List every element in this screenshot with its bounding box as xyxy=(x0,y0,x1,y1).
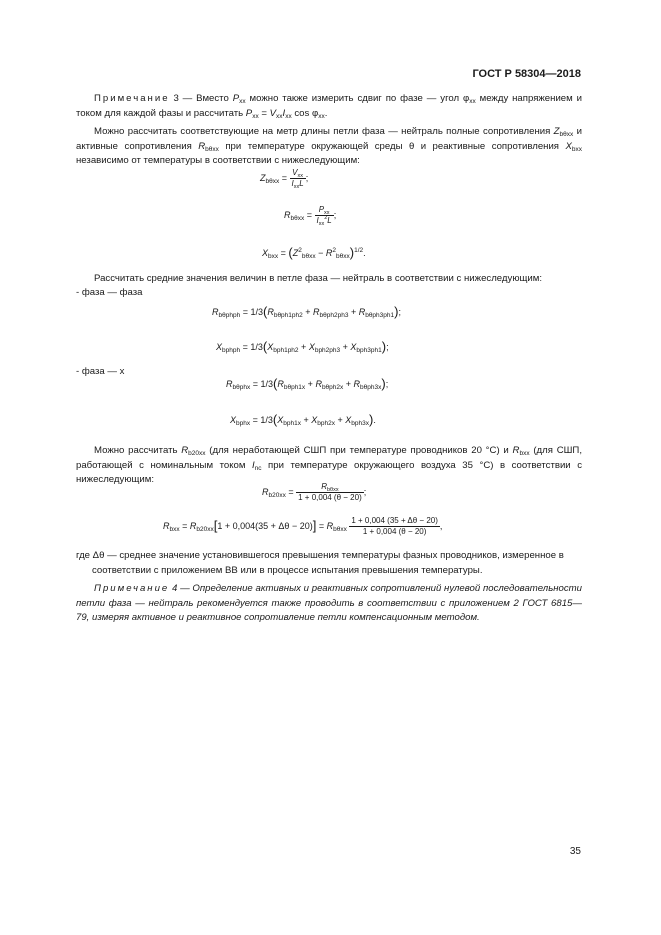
paragraph-r20: Можно рассчитать $R_{b20xx}$ (для неработающей СШП при температуре проводников 20 °С) и $R_{bxx}$ (для СШП, работающей с номинальным током $I_{nc}$ при температуре окружающего воздуха 35 °С) в соответствии с нижеследующим: xyxy=(76,445,582,486)
formula-x-phph: $X_{bphph} = 1/3(X_{bph1ph2} + X_{bph2ph3} + X_{bph3ph1})$; xyxy=(216,339,389,354)
formula-z: $Z_{b\theta xx}$ = $\frac{V_{xx}}{I_{xx}L}$ ; xyxy=(260,168,309,190)
definition-text: где Δθ — среднее значение установившегося превышения температуры фазных проводников, измеренное в соответствии с приложением ВВ или в процессе испытания превышения температуры. xyxy=(76,550,564,576)
note-3-text: можно также измерить сдвиг по фазе — угол φ xyxy=(245,93,470,104)
paragraph-text: и активные сопротивления xyxy=(76,126,583,152)
paragraph-text: независимо от температуры в соответствии с нижеследующим: xyxy=(76,155,360,167)
paragraph-text: Можно рассчитать соответствующие на метр длины петли фаза — нейтраль полные сопротивления xyxy=(94,126,554,137)
definition-delta-theta xyxy=(76,549,582,578)
note-4-label: Примечание xyxy=(94,583,170,594)
formula-x: $X_{bxx} = (Z^2_{b\theta xx} - R^2_{b\theta xx})^{1/2}$. xyxy=(262,245,366,260)
paragraph-average: Рассчитать средние значения величин в петле фаза — нейтраль в соответствии с нижеследующим: xyxy=(94,273,543,284)
case-phase-phase: - фаза — фаза xyxy=(76,287,143,298)
formula-r-phx: $R_{b\theta phx} = 1/3(R_{b\theta ph1x} + R_{b\theta ph2x} + R_{b\theta ph3x})$; xyxy=(226,376,389,391)
formula-r-phph: $R_{b\theta phph} = 1/3(R_{b\theta ph1ph2} + R_{b\theta ph2ph3} + R_{b\theta ph3ph1})$; xyxy=(212,304,401,319)
note-4 xyxy=(76,582,582,626)
page-number: 35 xyxy=(569,846,581,857)
formula-x-phx: $X_{bphx} = 1/3(X_{bph1x} + X_{bph2x} + X_{bph3x})$. xyxy=(230,412,376,427)
document-header: ГОСТ Р 58304—2018 xyxy=(472,68,581,80)
paragraph-text: (для неработающей СШП при температуре проводников 20 °С) и xyxy=(205,445,513,456)
case-phase-x: - фаза — x xyxy=(76,366,125,377)
note-3-text: между напряжением и током для каждой фазы и рассчитать xyxy=(76,93,582,119)
formula-rbxx: $R_{bxx} = R_{b20xx}[1 + 0,004(35 + \Delta\theta - 20)] = R_{b\theta xx}$ $\frac{1 + 0,004 (35 + \Delta\theta - 20)}{1 + 0,004 (\theta - 20)}$ , xyxy=(163,516,443,536)
note-3: Примечание 3 — Вместо $P_{xx}$ можно также измерить сдвиг по фазе — угол $\varphi_{xx}$ между напряжением и током для каждой фазы и рассчитать $P_{xx} = V_{xx}I_{xx}$ $\cos \varphi_{xx}$. xyxy=(76,93,582,120)
paragraph-text: Можно рассчитать xyxy=(94,445,182,456)
paragraph-text: (для СШП, работающей с номинальным током xyxy=(76,445,582,471)
paragraph-text: при температуре окружающей среды θ и реактивные сопротивления xyxy=(218,140,566,152)
note-3-text: 3 — Вместо xyxy=(173,93,233,104)
formula-r: $R_{b\theta xx}$ = $\frac{P_{xx}}{I_{xx}^2L}$ ; xyxy=(284,205,337,227)
note-3-label: Примечание xyxy=(94,93,170,104)
paragraph-impedance: Можно рассчитать соответствующие на метр длины петли фаза — нейтраль полные сопротивления $Z_{b\theta xx}$ и активные сопротивления $R_{b\theta xx}$ при температуре окружающей среды θ и реактивные сопротивления $X_{bxx}$ независимо от температуры в соответствии с нижеследующим: xyxy=(76,126,583,167)
paragraph-text: при температуре окружающего воздуха 35 °С) в соответствии с нижеследующим: xyxy=(76,459,582,486)
note-4-text: 4 — Определение активных и реактивных сопротивлений нулевой последовательности петли фаза — нейтраль рекомендуется также проводить в соответствии с приложением 2 ГОСТ 6815—79, измеряя активное и реактивное сопротивление петли компенсационным методом. xyxy=(76,583,582,624)
formula-r20: $R_{b20xx}$ = $\frac{R_{b\theta xx}}{1 + 0,004 (\theta - 20)}$ ; xyxy=(262,482,367,502)
